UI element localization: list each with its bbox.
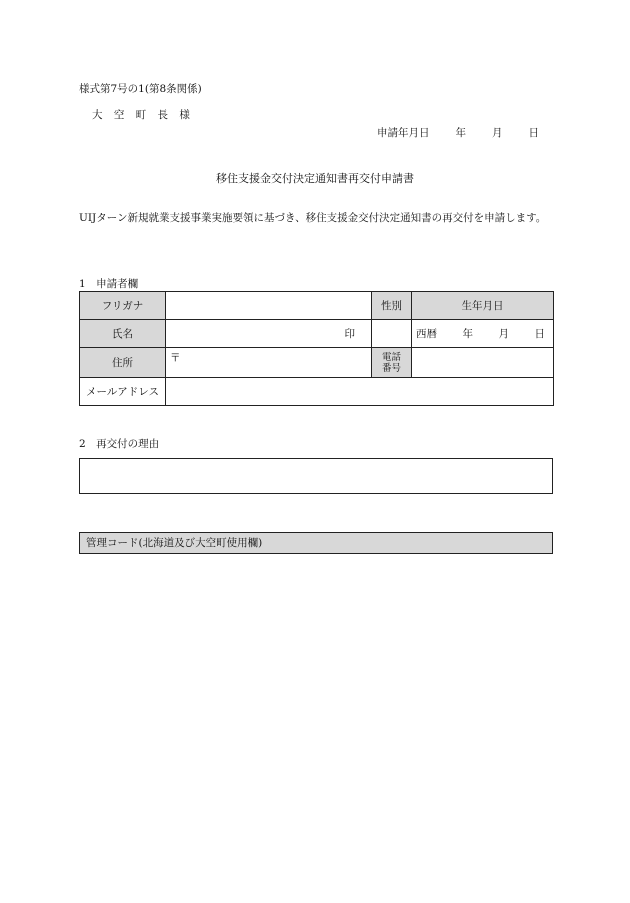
form-number: 様式第7号の1(第8条関係) — [79, 83, 202, 95]
dob-day: 日 — [534, 328, 545, 340]
application-date-line — [377, 125, 539, 140]
table-row — [80, 348, 554, 378]
phone-label-line1: 電話 — [381, 351, 401, 363]
section-applicant-heading: 1 申請者欄 — [79, 278, 139, 290]
table-row — [80, 320, 554, 348]
date-label: 申請年月日 — [377, 127, 430, 139]
gender-label: 性別 — [372, 292, 412, 320]
phone-label — [372, 348, 412, 378]
phone-field[interactable] — [412, 348, 554, 378]
seal-mark: 印 — [344, 328, 355, 340]
email-field[interactable] — [166, 378, 554, 406]
document-title: 移住支援金交付決定通知書再交付申請書 — [216, 172, 414, 185]
addressee: 大 空 町 長 様 — [92, 109, 194, 121]
table-row — [80, 292, 554, 320]
date-day: 日 — [528, 127, 539, 139]
applicant-table — [79, 291, 554, 406]
reason-field[interactable] — [79, 458, 553, 494]
section-reason-heading: 2 再交付の理由 — [79, 438, 160, 450]
address-field[interactable] — [166, 348, 372, 378]
name-field[interactable] — [166, 320, 372, 348]
management-code-box: 管理コード(北海道及び大空町使用欄) — [79, 532, 553, 554]
gender-field[interactable] — [372, 320, 412, 348]
table-row — [80, 378, 554, 406]
address-label: 住所 — [80, 348, 166, 378]
dob-year: 年 — [462, 328, 473, 340]
date-month: 月 — [492, 127, 503, 139]
date-year: 年 — [455, 127, 466, 139]
name-label: 氏名 — [80, 320, 166, 348]
postal-mark: 〒 — [170, 352, 181, 364]
email-label: メールアドレス — [80, 378, 166, 406]
dob-month: 月 — [498, 328, 509, 340]
furigana-field[interactable] — [166, 292, 372, 320]
dob-field[interactable] — [412, 320, 554, 348]
phone-label-line2: 番号 — [381, 362, 401, 374]
dob-era: 西暦 — [416, 328, 437, 340]
dob-label: 生年月日 — [412, 292, 554, 320]
body-text: UIJターン新規就業支援事業実施要領に基づき、移住支援金交付決定通知書の再交付を申請します。 — [79, 212, 547, 224]
furigana-label: フリガナ — [80, 292, 166, 320]
